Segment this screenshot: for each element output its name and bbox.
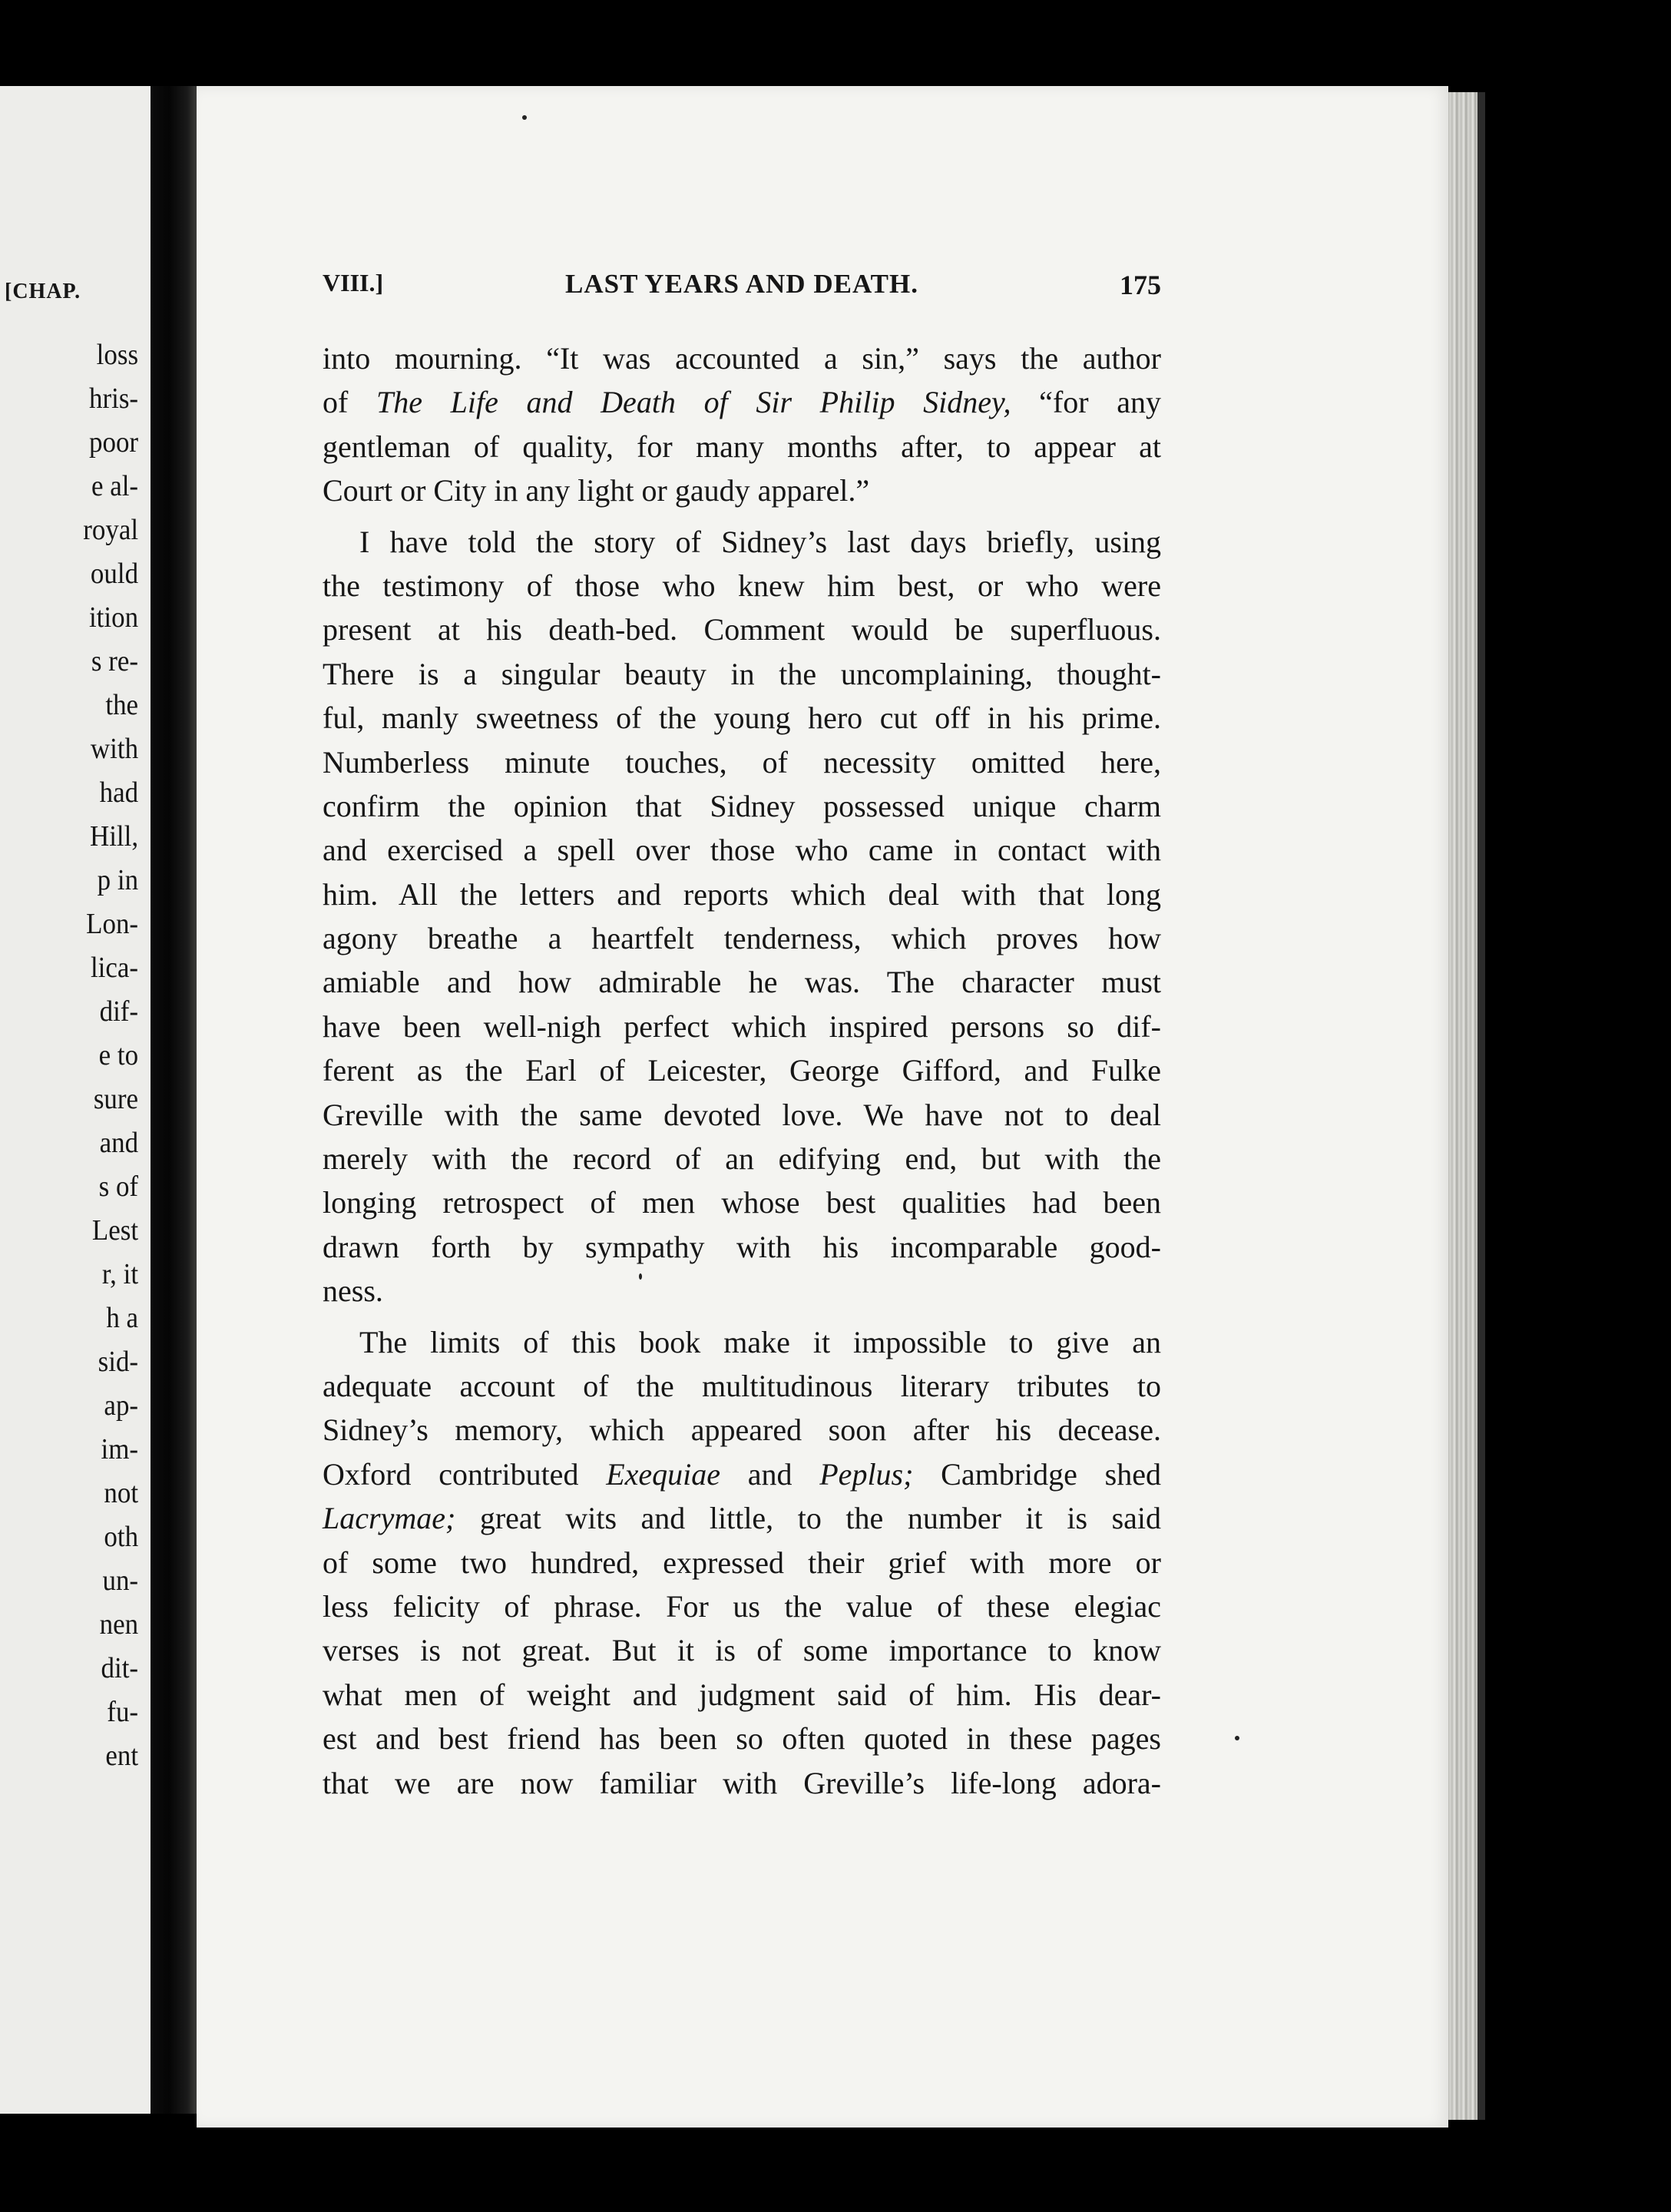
- previous-page-line-fragment: Lest: [91, 1214, 138, 1247]
- previous-page-line-fragment: fu-: [107, 1696, 138, 1728]
- previous-page-line-fragment: had: [99, 777, 138, 809]
- book-title: The Life and Death of Sir Philip Sidney,: [376, 385, 1011, 420]
- previous-page-line-fragment: im-: [101, 1433, 138, 1465]
- scan-speck: [639, 1273, 642, 1280]
- text-line: less felicity of phrase. For us the value of these elegiac: [323, 1588, 1161, 1624]
- text-line: into mourning. “It was accounted a sin,” says the author: [323, 341, 1161, 376]
- text-line: longing retrospect of men whose best qualities had been: [323, 1185, 1161, 1220]
- text-line: merely with the record of an edifying end, but with the: [323, 1141, 1161, 1177]
- previous-page: [0, 86, 151, 2114]
- text-line: ness.: [323, 1273, 383, 1309]
- chapter-reference: VIII.]: [323, 269, 384, 296]
- text-line: him. All the letters and reports which deal with that long: [323, 876, 1161, 912]
- previous-page-line-fragment: lica-: [90, 952, 138, 984]
- previous-page-line-fragment: r, it: [101, 1258, 138, 1290]
- previous-page-line-fragment: p in: [97, 864, 138, 896]
- text-line: gentleman of quality, for many months after, to appear at: [323, 429, 1161, 464]
- text-line: present at his death-bed. Comment would be superfluous.: [323, 612, 1161, 647]
- text-line: Greville with the same devoted love. We have not to deal: [323, 1097, 1161, 1132]
- text-line: Oxford contributed Exequiae and Peplus; Cambridge shed: [323, 1456, 1161, 1492]
- text-line: confirm the opinion that Sidney possessed unique charm: [323, 788, 1161, 823]
- previous-page-line-fragment: ould: [90, 558, 138, 590]
- text-line: that we are now familiar with Greville’s life-long adora-: [323, 1765, 1161, 1800]
- previous-page-line-fragment: dif-: [99, 995, 138, 1028]
- running-title: LAST YEARS AND DEATH.: [565, 269, 918, 299]
- text-line: est and best friend has been so often quoted in these pages: [323, 1721, 1161, 1757]
- previous-page-line-fragment: dit-: [101, 1652, 138, 1684]
- previous-page-line-fragment: royal: [83, 514, 138, 546]
- previous-page-line-fragment: poor: [88, 426, 138, 459]
- text-line: have been well-nigh perfect which inspired persons so dif-: [323, 1008, 1161, 1044]
- text-line: and exercised a spell over those who came in contact with: [323, 833, 1161, 868]
- previous-page-line-fragment: with: [90, 733, 138, 765]
- text-line: There is a singular beauty in the uncomplaining, thought-: [323, 656, 1161, 691]
- text-line: amiable and how admirable he was. The character must: [323, 965, 1161, 1000]
- previous-page-text-fragments: [78, 333, 138, 1778]
- text-line: verses is not great. But it is of some importance to know: [323, 1633, 1161, 1668]
- page-number: 175: [1120, 270, 1161, 300]
- previous-page-line-fragment: ap-: [104, 1389, 138, 1422]
- book-title: Exequiae: [606, 1456, 720, 1492]
- book-title: Lacrymae;: [323, 1501, 456, 1536]
- text-line: drawn forth by sympathy with his incomparable good-: [323, 1229, 1161, 1264]
- previous-page-line-fragment: oth: [104, 1521, 138, 1553]
- previous-page-line-fragment: loss: [96, 339, 138, 371]
- text-line: ful, manly sweetness of the young hero cut off in his prime.: [323, 700, 1161, 736]
- text-line: of some two hundred, expressed their grief with more or: [323, 1545, 1161, 1580]
- previous-page-line-fragment: and: [99, 1127, 138, 1159]
- previous-page-line-fragment: hris-: [88, 382, 138, 415]
- previous-page-line-fragment: ent: [105, 1740, 138, 1772]
- scan-speck: [522, 115, 527, 120]
- previous-page-header: [CHAP.: [5, 280, 81, 303]
- text-line: Numberless minute touches, of necessity omitted here,: [323, 744, 1161, 780]
- body-text: [323, 336, 1161, 1805]
- previous-page-line-fragment: nen: [99, 1608, 138, 1641]
- text-line: The limits of this book make it impossible to give an: [359, 1324, 1161, 1359]
- text-line: agony breathe a heartfelt tenderness, which proves how: [323, 921, 1161, 956]
- text-line: the testimony of those who knew him best, or who were: [323, 568, 1161, 603]
- previous-page-line-fragment: e al-: [91, 470, 138, 502]
- previous-page-line-fragment: sid-: [98, 1346, 138, 1378]
- text-line: adequate account of the multitudinous literary tributes to: [323, 1368, 1161, 1403]
- previous-page-line-fragment: Hill,: [89, 820, 138, 853]
- text-line: what men of weight and judgment said of him. His dear-: [323, 1677, 1161, 1712]
- previous-page-line-fragment: sure: [93, 1083, 138, 1115]
- running-head: [323, 269, 1161, 307]
- previous-page-line-fragment: s of: [98, 1171, 138, 1203]
- text-line: ferent as the Earl of Leicester, George Gifford, and Fulke: [323, 1053, 1161, 1088]
- text-line: of The Life and Death of Sir Philip Sidney, “for any: [323, 385, 1161, 420]
- previous-page-line-fragment: not: [104, 1477, 138, 1509]
- previous-page-line-fragment: h a: [106, 1302, 138, 1334]
- previous-page-line-fragment: Lon-: [86, 908, 138, 940]
- text-line: Sidney’s memory, which appeared soon after his decease.: [323, 1412, 1161, 1448]
- book-gutter: [151, 86, 197, 2114]
- previous-page-line-fragment: un-: [102, 1565, 138, 1597]
- scan-speck: [1235, 1736, 1239, 1740]
- previous-page-line-fragment: ition: [88, 601, 138, 634]
- book-title: Peplus;: [819, 1456, 914, 1492]
- previous-page-line-fragment: e to: [98, 1039, 138, 1071]
- text-line: Court or City in any light or gaudy apparel.”: [323, 473, 870, 508]
- previous-page-line-fragment: the: [105, 689, 138, 721]
- text-line: I have told the story of Sidney’s last days briefly, using: [359, 524, 1161, 559]
- previous-page-line-fragment: s re-: [91, 645, 138, 677]
- text-line: Lacrymae; great wits and little, to the number it is said: [323, 1501, 1161, 1536]
